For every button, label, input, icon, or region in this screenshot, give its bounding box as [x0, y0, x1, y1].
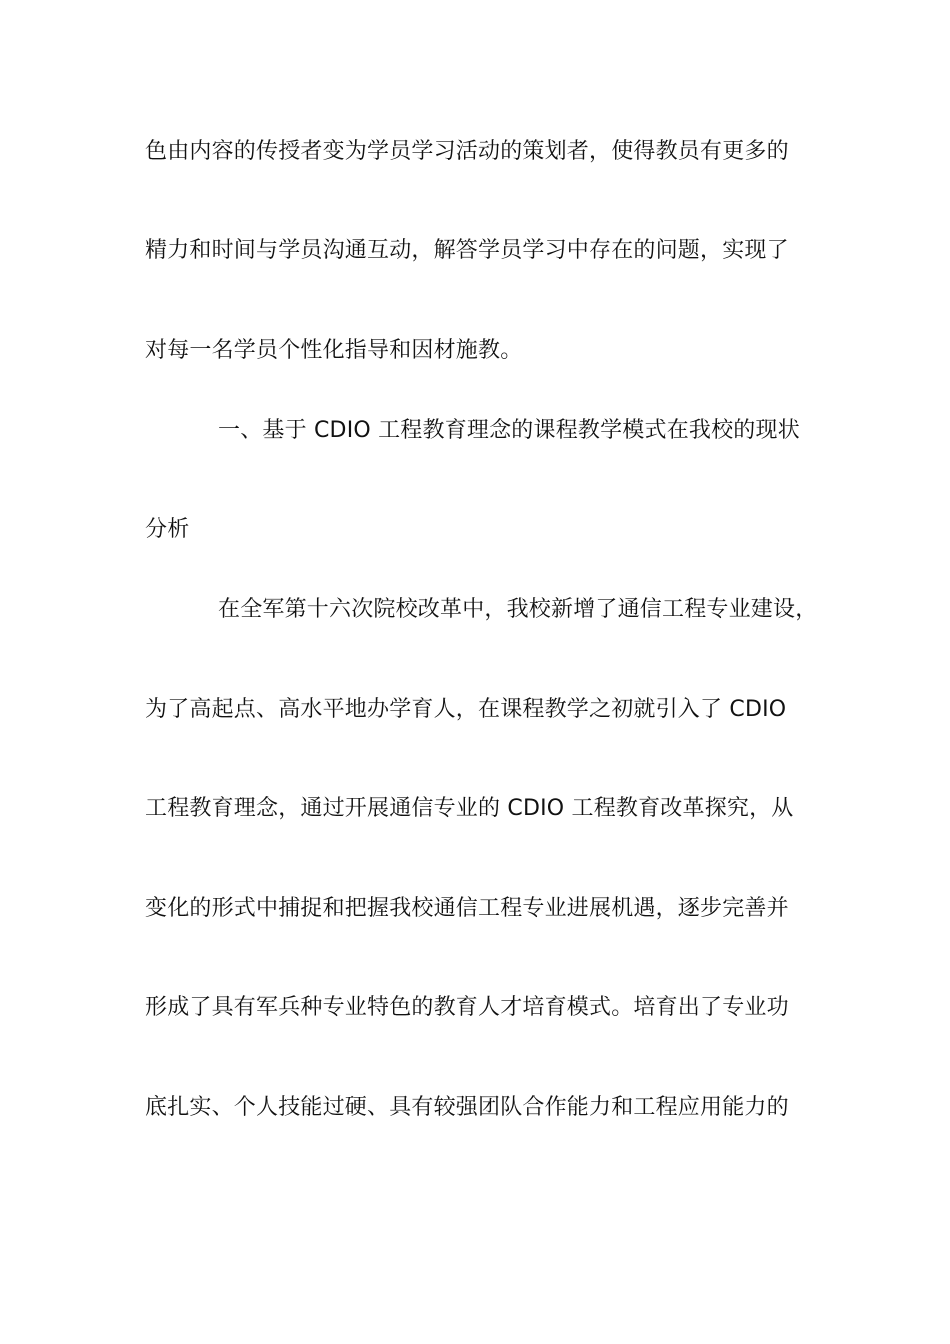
paragraph-line: 为了高起点、高水平地办学育人，在课程教学之初就引入了 CDIO	[145, 697, 787, 722]
section-heading-line: 分析	[145, 517, 190, 542]
section-heading-line: 一、基于 CDIO 工程教育理念的课程教学模式在我校的现状	[218, 418, 800, 443]
paragraph-line: 底扎实、个人技能过硬、具有较强团队合作能力和工程应用能力的	[145, 1095, 789, 1120]
paragraph-line: 在全军第十六次院校改革中，我校新增了通信工程专业建设，	[218, 597, 818, 622]
paragraph-line: 色由内容的传授者变为学员学习活动的策划者，使得教员有更多的	[145, 139, 789, 164]
paragraph-line: 形成了具有军兵种专业特色的教育人才培育模式。培育出了专业功	[145, 995, 789, 1020]
paragraph-line: 精力和时间与学员沟通互动，解答学员学习中存在的问题，实现了	[145, 238, 789, 263]
paragraph-line: 变化的形式中捕捉和把握我校通信工程专业进展机遇，逐步完善并	[145, 896, 789, 921]
paragraph-line: 工程教育理念，通过开展通信专业的 CDIO 工程教育改革探究，从	[145, 796, 794, 821]
paragraph-line: 对每一名学员个性化指导和因材施教。	[145, 338, 523, 363]
